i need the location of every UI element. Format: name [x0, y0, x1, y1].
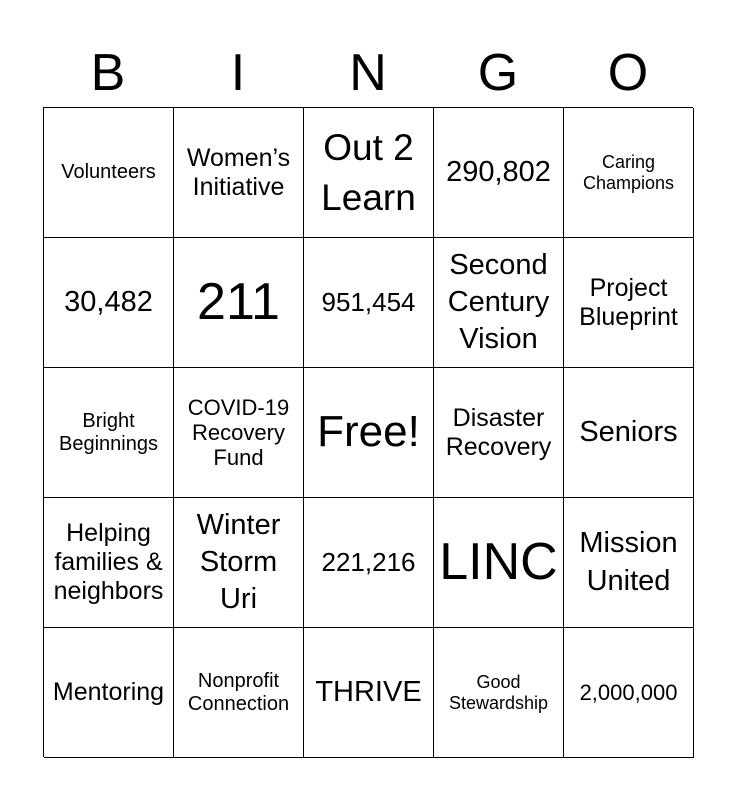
cell-label: 221,216 [321, 546, 416, 577]
cell-label: LINC [439, 532, 558, 591]
bingo-cell[interactable] [174, 628, 304, 758]
cell-label: Out 2 Learn [321, 126, 416, 218]
cell-label: Volunteers [61, 161, 156, 183]
bingo-cell[interactable] [304, 238, 434, 368]
cell-label: Second Century Vision [447, 248, 550, 356]
cell-label: Project Blueprint [579, 273, 678, 331]
bingo-cell[interactable] [44, 108, 174, 238]
bingo-cell[interactable] [304, 108, 434, 238]
cell-label: Caring Champions [582, 151, 675, 193]
bingo-cell[interactable] [44, 368, 174, 498]
bingo-cell[interactable] [434, 628, 564, 758]
header-letter-n: N [349, 44, 387, 102]
cell-label: Mentoring [52, 678, 165, 707]
cell-label: Women’s Initiative [186, 143, 291, 201]
cell-label: Helping families & neighbors [53, 519, 164, 605]
cell-label: Disaster Recovery [445, 403, 552, 461]
bingo-cell[interactable] [564, 238, 694, 368]
cell-label: 2,000,000 [579, 679, 678, 705]
bingo-grid [43, 107, 693, 757]
bingo-cell[interactable] [44, 498, 174, 628]
cell-label: Nonprofit Connection [187, 669, 290, 715]
cell-label: 30,482 [64, 285, 153, 318]
cell-label: THRIVE [315, 675, 422, 708]
cell-label: COVID-19 Recovery Fund [187, 394, 290, 471]
bingo-cell[interactable] [174, 238, 304, 368]
bingo-cell[interactable] [434, 238, 564, 368]
bingo-cell[interactable] [174, 108, 304, 238]
bingo-cell[interactable] [44, 628, 174, 758]
header-letter-i: I [230, 44, 246, 102]
header-letter-o: O [607, 44, 649, 102]
cell-label: Bright Beginnings [59, 409, 158, 455]
bingo-cell[interactable] [44, 238, 174, 368]
bingo-header [43, 40, 693, 106]
cell-label: Good Stewardship [448, 671, 549, 713]
cell-label: Seniors [579, 415, 678, 448]
bingo-cell[interactable] [304, 498, 434, 628]
bingo-cell[interactable] [564, 108, 694, 238]
bingo-cell[interactable] [564, 498, 694, 628]
bingo-cell[interactable] [564, 368, 694, 498]
bingo-cell[interactable] [434, 108, 564, 238]
header-letter-g: G [477, 44, 519, 102]
cell-label: 951,454 [321, 286, 416, 317]
cell-label: Winter Storm Uri [196, 508, 281, 616]
bingo-cell[interactable] [174, 498, 304, 628]
bingo-cell[interactable] [564, 628, 694, 758]
cell-label: 290,802 [446, 155, 551, 188]
bingo-cell[interactable] [434, 368, 564, 498]
cell-label: Mission United [579, 527, 678, 597]
bingo-cell[interactable] [434, 498, 564, 628]
header-letter-b: B [90, 44, 126, 102]
bingo-cell[interactable] [174, 368, 304, 498]
free-space[interactable] [304, 368, 434, 498]
cell-label: Free! [317, 407, 420, 457]
cell-label: 211 [197, 272, 280, 331]
bingo-cell[interactable] [304, 628, 434, 758]
